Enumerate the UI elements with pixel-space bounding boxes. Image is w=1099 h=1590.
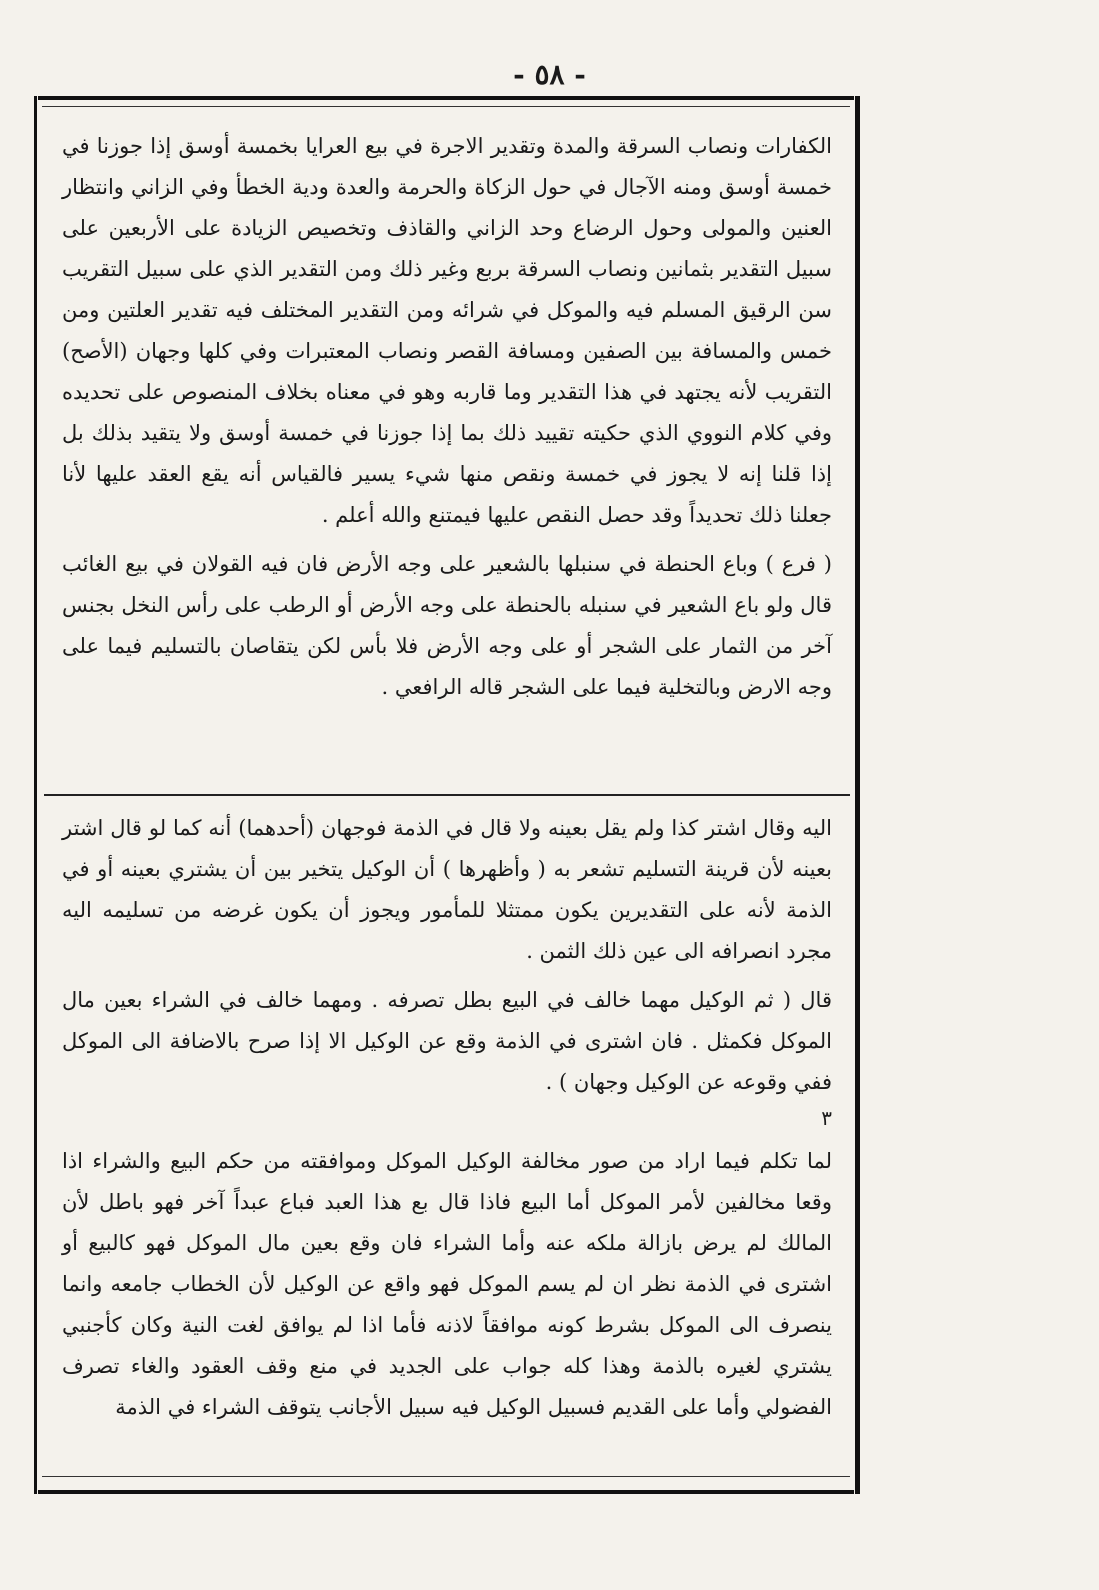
upper-paragraph-2: ( فرع ) وباع الحنطة في سنبلها بالشعير على وجه الأرض فان فيه القولان في بيع الغائب قال ولو باع الشعير في سنبله بالحنطة على وجه الأرض أو الرطب على رأس النخل بجنس آخر من الثمار على الشجر أو على وجه الأرض فلا بأس لكن يتقاصان بالتسليم فيما على وجه الارض وبالتخلية فيما على الشجر قاله الرافعي . [62,552,832,699]
lower-text-block [62,808,832,1428]
upper-paragraph-1: الكفارات ونصاب السرقة والمدة وتقدير الاجرة في بيع العرايا بخمسة أوسق إذا جوزنا في خمسة أوسق ومنه الآجال في حول الزكاة والحرمة والعدة ودية الخطأ وفي الزاني وانتظار العنين والمولى وحول الرضاع وحد الزاني والقاذف وتخصيص الزيادة على الأربعين على سبيل التقدير بثمانين ونصاب السرقة بربع وغير ذلك ومن التقدير الذي على سبيل التقريب سن الرقيق المسلم فيه والموكل في شرائه ومن التقدير المختلف فيه تقدير العلتين ومن خمس والمسافة بين الصفين ومسافة القصر ونصاب المعتبرات وفي كلها وجهان (الأصح) التقريب لأنه يجتهد في هذا التقدير وما قاربه وهو في معناه بخلاف المنصوص على تحديده وفي كلام النووي الذي حكيته تقييد ذلك بما إذا جوزنا في خمسة أوسق ولا يتقيد بذلك بل إذا قلنا إنه لا يجوز في خمسة ونقص منها شيء يسير فالقياس أنه يقع العقد عليها لأنا جعلنا ذلك تحديداً وقد حصل النقص عليها فيمتنع والله أعلم . [62,134,832,527]
frame-inner-top-rule [42,106,850,107]
frame-inner-bottom-rule [42,1476,850,1477]
lower-paragraph-3: لما تكلم فيما اراد من صور مخالفة الوكيل الموكل وموافقته من حكم البيع والشراء اذا وقعا مخالفين لأمر الموكل أما البيع فاذا قال بع هذا العبد فباع عبداً آخر فهو باطل لأن المالك لم يرض بازالة ملكه عنه وأما الشراء فان وقع بعين مال الموكل فهو كالبيع أو اشترى في الذمة نظر ان لم يسم الموكل فهو واقع عن الوكيل لأن الخطاب جامعه وانما ينصرف الى الموكل بشرط كونه موافقاً لاذنه فأما اذا لم يوافق لغت النية وكان كأجنبي يشتري لغيره بالذمة وهذا كله جواب على الجديد في منع وقف العقود والغاء تصرف الفضولي وأما على القديم فسبيل الوكيل فيه سبيل الأجانب يتوقف الشراء في الذمة [62,1149,832,1419]
footnote-marker: ٣ [821,1106,832,1130]
lower-paragraph-1: اليه وقال اشتر كذا ولم يقل بعينه ولا قال في الذمة فوجهان (أحدهما) أنه كما لو قال اشتر بعينه لأن قرينة التسليم تشعر به ( وأظهرها ) أن الوكيل يتخير بين أن يشتري بعينه أو في الذمة لأنه على التقديرين يكون ممتثلا للمأمور ويجوز أن يكون غرضه من تسليمه اليه مجرد انصرافه الى عين ذلك الثمن . [62,816,832,963]
upper-text-block [62,126,832,708]
section-divider [44,794,850,796]
page-number: - ٥٨ - [513,58,586,91]
lower-paragraph-2: قال ( ثم الوكيل مهما خالف في البيع بطل تصرفه . ومهما خالف في الشراء بعين مال الموكل فكمثل . فان اشترى في الذمة وقع عن الوكيل الا إذا صرح بالاضافة الى الموكل ففي وقوعه عن الوكيل وجهان ) . [62,988,832,1094]
